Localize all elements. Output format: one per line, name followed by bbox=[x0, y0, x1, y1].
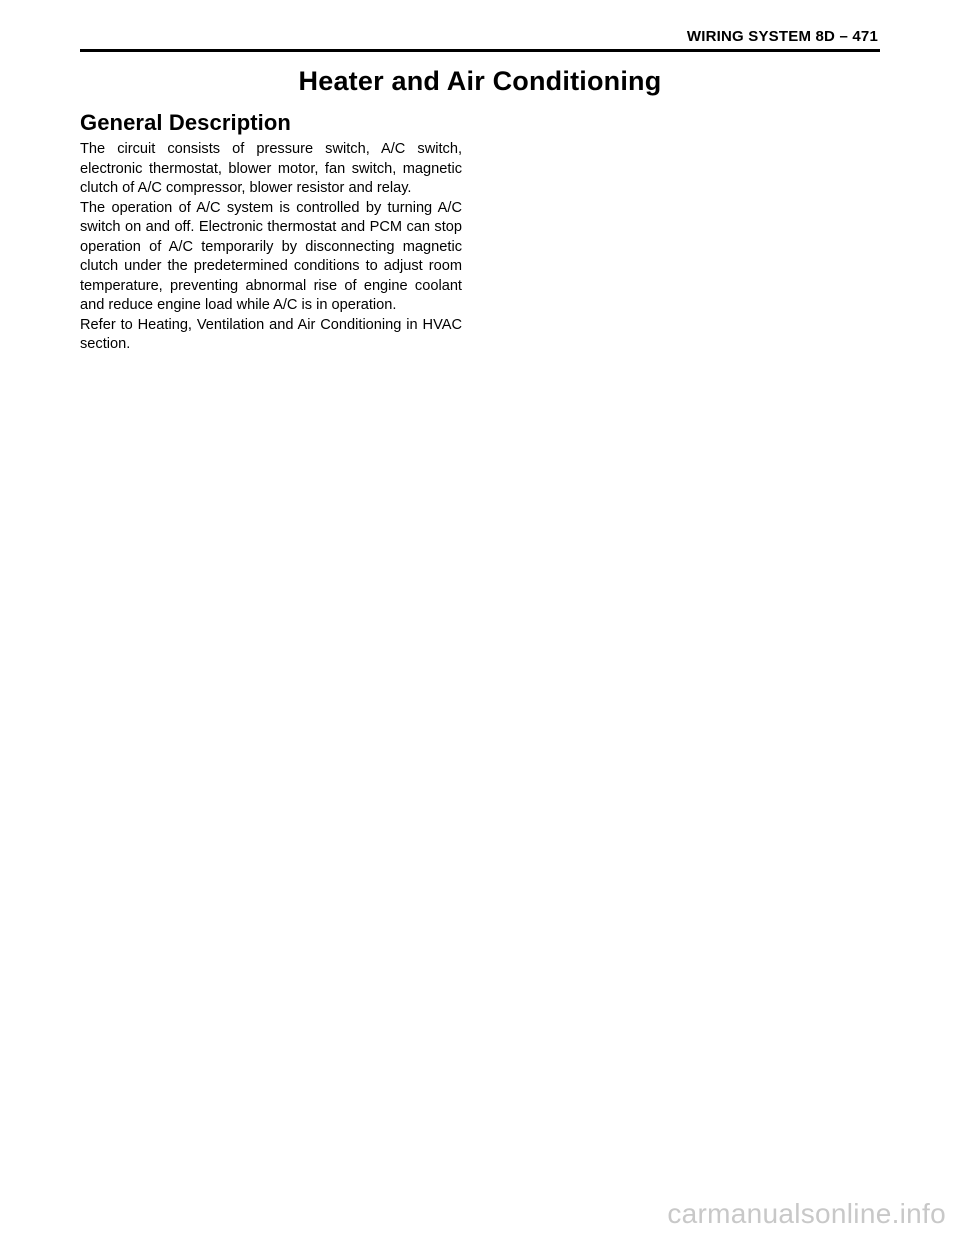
running-head: WIRING SYSTEM 8D – 471 bbox=[686, 28, 878, 45]
section-heading: General Description bbox=[80, 110, 291, 135]
page-title: Heater and Air Conditioning bbox=[298, 66, 662, 96]
description-paragraph: The operation of A/C system is controlled by turning A/C switch on and off. Electronic thermostat and PCM can stop operation of A/C temporarily by disconnecting magnetic clutch under the predetermined conditions to adjust room temperature, preventing abnormal rise of engine coolant and reduce engine load while A/C is in operation. bbox=[80, 199, 462, 313]
description-paragraph: Refer to Heating, Ventilation and Air Conditioning in HVAC section. bbox=[80, 316, 462, 352]
watermark: carmanualsonline.info bbox=[667, 1198, 946, 1229]
description-paragraph: The circuit consists of pressure switch, A/C switch, electronic thermostat, blower motor, fan switch, magnetic clutch of A/C compressor, blower resistor and relay. bbox=[80, 141, 462, 196]
description-body bbox=[80, 140, 462, 355]
header-rule bbox=[80, 49, 880, 52]
